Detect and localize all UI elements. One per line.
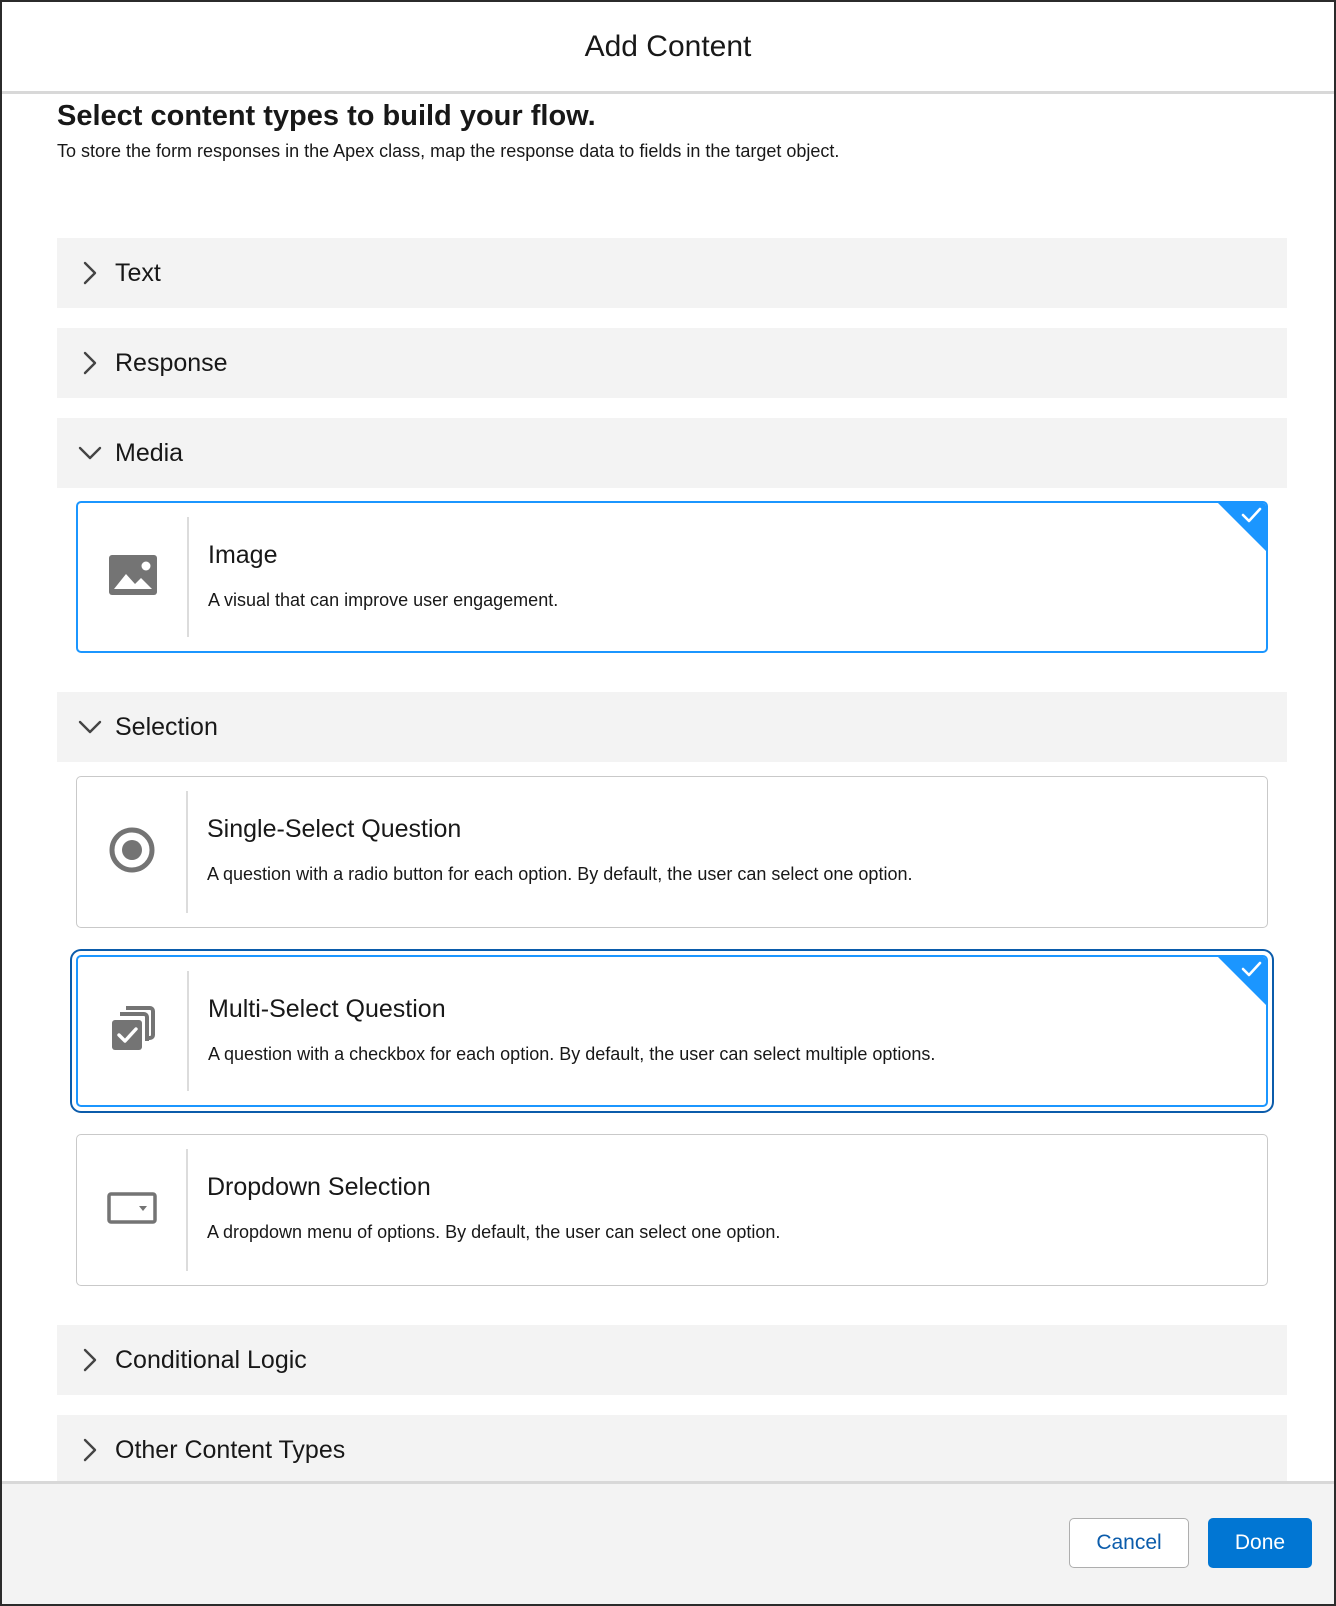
section-response[interactable] <box>57 328 1287 398</box>
tile-single-select[interactable] <box>76 776 1268 928</box>
tile-dropdown[interactable] <box>76 1134 1268 1286</box>
tile-dropdown-description: A dropdown menu of options. By default, the user can select one option. <box>207 1222 781 1242</box>
dropdown-icon <box>107 1192 157 1229</box>
intro-heading: Select content types to build your flow. <box>57 100 596 132</box>
section-selection[interactable] <box>57 692 1287 762</box>
section-response-label: Response <box>115 348 228 377</box>
tile-dropdown-title: Dropdown Selection <box>207 1173 431 1201</box>
tile-image-description: A visual that can improve user engagement. <box>208 590 559 610</box>
tile-multi-select-title: Multi-Select Question <box>208 995 446 1023</box>
chevron-right-icon <box>77 350 103 376</box>
chevron-right-icon <box>77 1347 103 1373</box>
tile-multi-select-description: A question with a checkbox for each option. By default, the user can select multiple options. <box>208 1044 936 1064</box>
selected-check-icon <box>1218 957 1266 1005</box>
chevron-right-icon <box>77 260 103 286</box>
image-icon <box>109 555 157 600</box>
section-selection-label: Selection <box>115 712 218 741</box>
section-media[interactable] <box>57 418 1287 488</box>
chevron-down-icon <box>77 714 103 740</box>
section-text-label: Text <box>115 258 161 287</box>
chevron-down-icon <box>77 440 103 466</box>
section-other-content-types-label: Other Content Types <box>115 1435 346 1464</box>
done-button[interactable]: Done <box>1208 1518 1312 1568</box>
modal-title: Add Content <box>584 29 752 63</box>
tile-image[interactable] <box>76 501 1268 653</box>
section-conditional-logic-label: Conditional Logic <box>115 1345 307 1374</box>
chevron-right-icon <box>77 1437 103 1463</box>
cancel-button[interactable]: Cancel <box>1069 1518 1189 1568</box>
selected-check-icon <box>1218 503 1266 551</box>
tile-image-title: Image <box>208 541 278 569</box>
intro-description: To store the form responses in the Apex class, map the response data to fields in the target object. <box>57 141 840 161</box>
section-text[interactable] <box>57 238 1287 308</box>
tile-single-select-description: A question with a radio button for each option. By default, the user can select one option. <box>207 864 913 884</box>
modal-header <box>2 2 1334 94</box>
tile-multi-select[interactable] <box>76 955 1268 1107</box>
section-media-label: Media <box>115 438 184 467</box>
section-conditional-logic[interactable] <box>57 1325 1287 1395</box>
radio-button-icon <box>108 826 156 879</box>
modal-footer <box>2 1481 1334 1604</box>
section-other-content-types[interactable] <box>57 1415 1287 1485</box>
tile-single-select-title: Single-Select Question <box>207 815 462 843</box>
multi-checkbox-icon <box>109 1005 157 1058</box>
